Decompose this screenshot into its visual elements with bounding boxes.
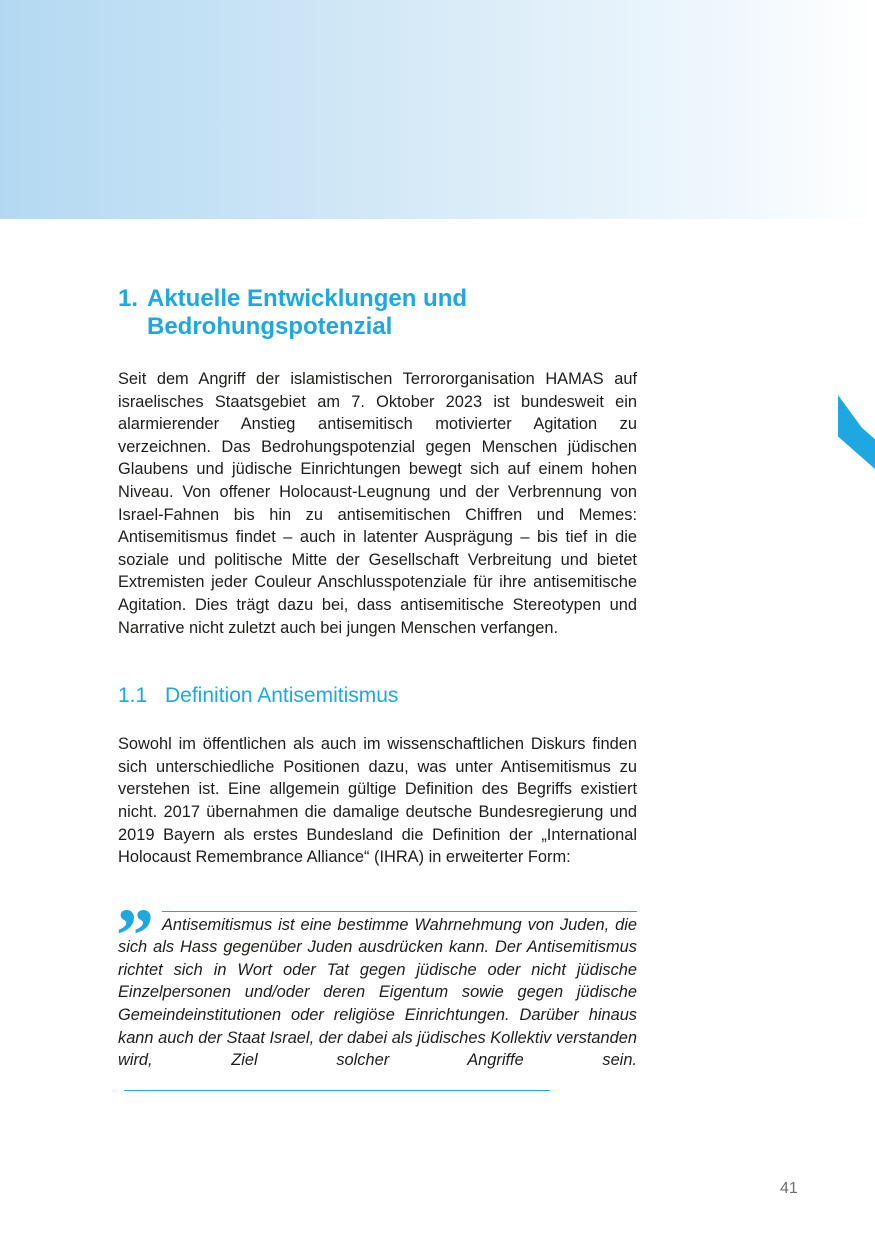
page-content [118, 285, 637, 1094]
section-title: Aktuelle Entwicklungen und Bedrohungspotenzial [147, 285, 468, 340]
page-number: 41 [780, 1180, 798, 1197]
header-gradient-band [0, 0, 875, 219]
subsection-heading [118, 683, 637, 709]
definition-quote [116, 893, 637, 1095]
quote-text-block [116, 893, 637, 1095]
quote-text: Antisemitismus ist eine bestimme Wahrnehmung von Juden, die sich als Hass gegenüber Juden ausdrücken kann. Der Antisemitismus richtet sich in Wort oder Tat gegen jüdische oder nicht jüdische Einzelpersonen und/oder deren Eigentum sowie gegen jüdische Gemeindeinstitutionen oder religiöse Einrichtungen. Darüber hinaus kann auch der Staat Israel, der dabei als jüdisches Kollektiv verstanden wird, Ziel solcher Angriffe sein. [118, 915, 637, 1070]
section-paragraph: Seit dem Angriff der islamistischen Terrororganisation HAMAS auf israelisches Staatsgebiet am 7. Oktober 2023 ist bundesweit ein alarmierender Anstieg antisemitisch motivierter Agitation zu verzeichnen. Das Bedrohungspotenzial gegen Menschen jüdischen Glaubens und jüdische Einrichtungen bewegt sich auf einem hohen Niveau. Von offener Holocaust-Leugnung und der Verbrennung von Israel-Fahnen bis hin zu antisemitischen Chiffren und Memes: Antisemitismus findet – auch in latenter Ausprägung – bis tief in die soziale und politische Mitte der Gesellschaft Verbreitung und bietet Extremisten jeder Couleur Anschlusspotenziale für ihre antisemitische Agitation. Dies trägt dazu bei, dass antisemitische Stereotypen und Narrative nicht zuletzt auch bei jungen Menschen verfangen. [118, 370, 637, 637]
subsection-paragraph: Sowohl im öffentlichen als auch im wissenschaftlichen Diskurs finden sich unterschiedliche Positionen dazu, was unter Antisemitismus zu verstehen ist. Eine allgemein gültige Definition des Begriffs existiert nicht. 2017 übernahmen die damalige deutsche Bundesregierung und 2019 Bayern als erstes Bundesland die Definition der „International Holocaust Remembrance Alliance“ (IHRA) in erweiterter Form: [118, 735, 637, 867]
subsection-number: 1.1 [118, 684, 148, 708]
quote-top-rule [162, 911, 637, 912]
section-heading [118, 285, 637, 341]
quotation-mark-icon: ” [116, 893, 148, 978]
subsection-title: Definition Antisemitismus [165, 684, 399, 708]
quote-end-rule [124, 1090, 550, 1091]
section-number: 1. [118, 285, 139, 312]
chapter-tab-marker [838, 395, 875, 469]
